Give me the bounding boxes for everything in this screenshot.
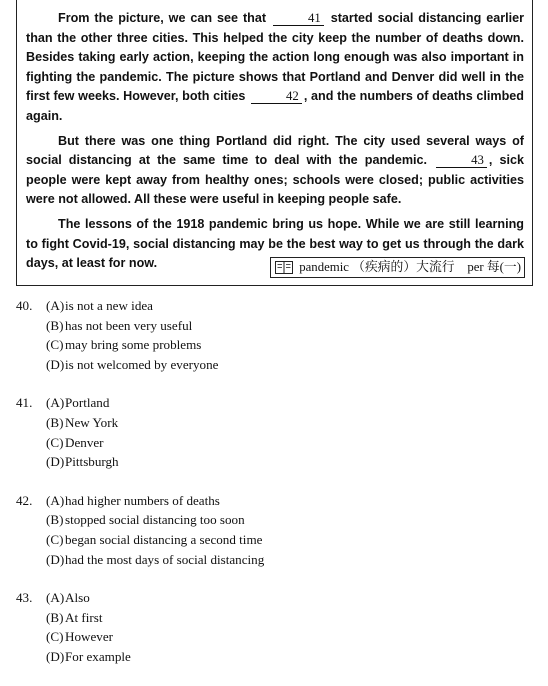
- option-letter: (A): [46, 492, 65, 508]
- passage-paragraph-1: [26, 9, 524, 127]
- option-letter: (C): [46, 629, 64, 645]
- question-40: [16, 296, 264, 374]
- option-letter: (C): [46, 434, 64, 450]
- option-text: For example: [65, 648, 131, 664]
- option-letter: (C): [46, 337, 64, 353]
- question-number: 42.: [16, 492, 33, 508]
- blank-42: 42: [251, 89, 302, 104]
- book-icon: [275, 261, 293, 274]
- question-42: [16, 491, 264, 569]
- paragraph-text: But there was one thing Portland did right. The city used several ways of social distancing at the same time to deal with the pandemic.: [26, 133, 524, 168]
- reading-passage-box: [16, 0, 533, 286]
- paragraph-text: From the picture, we can see that: [58, 11, 267, 25]
- option-text: New York: [65, 414, 119, 430]
- option-letter: (B): [46, 609, 64, 625]
- blank-43: 43: [436, 153, 487, 168]
- vocabulary-note: [270, 257, 525, 278]
- paragraph-text: , sick people were kept away from healthy ones; schools were closed; public activities were not allowed. All these were useful in keeping people safe.: [26, 153, 525, 207]
- option-letter: (B): [46, 512, 64, 528]
- option-text: is not welcomed by everyone: [65, 356, 219, 372]
- option-text: began social distancing a second time: [65, 531, 263, 547]
- question-list: [16, 296, 264, 686]
- option-text: stopped social distancing too soon: [65, 512, 245, 528]
- paragraph-text: The lessons of the 1918 pandemic bring us hope. While we are still learning to fight Covid-19, social distancing may be the best way to get us through the dark days, at least for now.: [26, 216, 524, 271]
- question-number: 41.: [16, 395, 33, 411]
- question-41: [16, 393, 264, 471]
- passage-paragraph-2: [26, 132, 524, 210]
- option-letter: (D): [46, 648, 65, 664]
- option-text: Also: [65, 590, 90, 606]
- option-text: is not a new idea: [65, 298, 153, 313]
- option-text: Portland: [65, 395, 110, 411]
- option-text: had the most days of social distancing: [65, 551, 265, 567]
- question-number: 40.: [16, 298, 33, 313]
- option-letter: (A): [46, 298, 65, 313]
- option-letter: (A): [46, 395, 65, 411]
- option-text: had higher numbers of deaths: [65, 492, 220, 508]
- option-letter: (B): [46, 414, 64, 430]
- paragraph-text: , and the numbers of deaths climbed again.: [26, 89, 525, 123]
- option-letter: (A): [46, 590, 65, 606]
- option-text: However: [65, 629, 113, 645]
- question-43: [16, 588, 264, 666]
- option-text: Denver: [65, 434, 104, 450]
- option-letter: (D): [46, 551, 65, 567]
- option-text: At first: [65, 609, 103, 625]
- option-text: Pittsburgh: [65, 454, 119, 470]
- vocabulary-text: pandemic （疾病的）大流行 per 每(一): [299, 259, 521, 274]
- question-number: 43.: [16, 590, 33, 606]
- paragraph-text: started social distancing earlier than the other three cities. This helped the city keep the number of deaths down. Besides taking early action, keeping the action long enough was also important in fighting the pandemic. The picture shows that Portland and Denver did well in the first few weeks. However, both cities: [26, 11, 525, 104]
- option-letter: (D): [46, 454, 65, 470]
- option-letter: (D): [46, 356, 65, 372]
- option-text: has not been very useful: [65, 317, 193, 333]
- option-text: may bring some problems: [65, 337, 202, 353]
- option-letter: (C): [46, 531, 64, 547]
- blank-41: 41: [273, 11, 324, 26]
- option-letter: (B): [46, 317, 64, 333]
